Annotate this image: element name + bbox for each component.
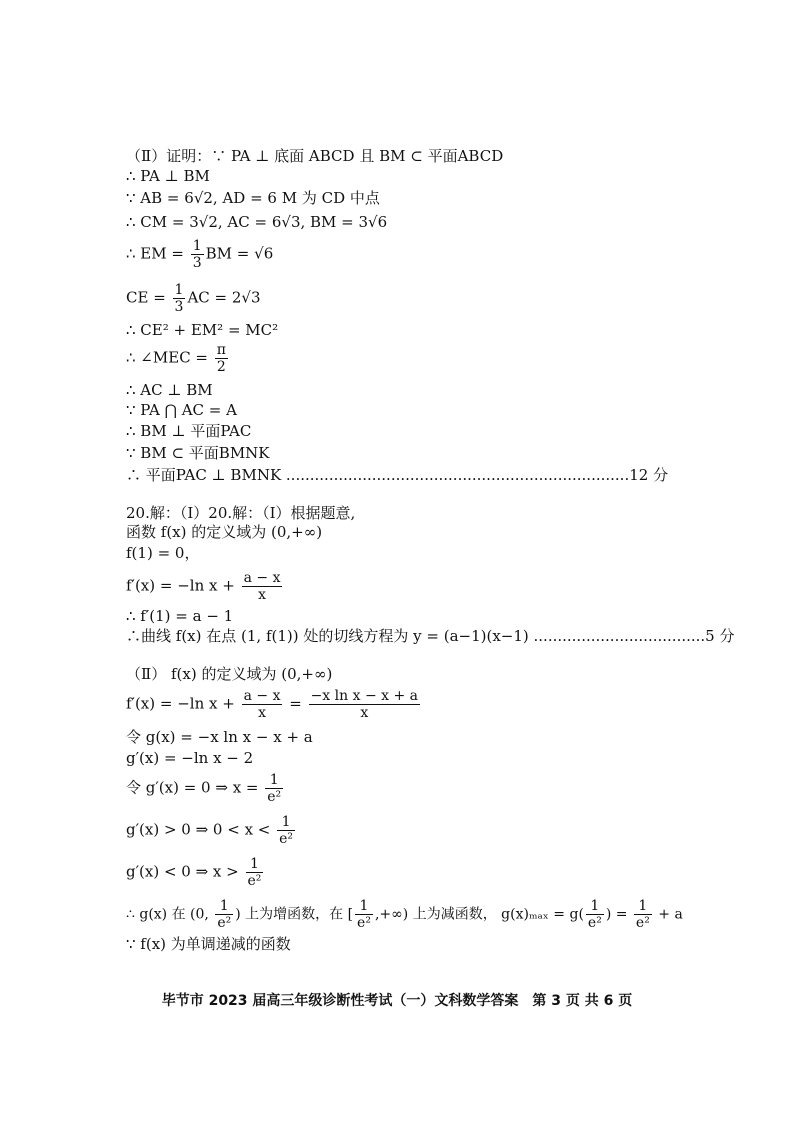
fraction — [173, 282, 186, 315]
fraction-numerator: 1 — [638, 898, 648, 914]
fraction-denominator: e² — [267, 789, 282, 805]
fraction-numerator: 1 — [359, 898, 369, 914]
fraction-numerator: 1 — [174, 282, 184, 298]
proof-line-8 — [126, 342, 230, 375]
fraction — [191, 238, 204, 271]
fraction-denominator: e² — [217, 915, 232, 931]
fraction — [355, 898, 373, 931]
fraction-numerator: 1 — [281, 814, 291, 830]
fraction-numerator: 1 — [192, 238, 202, 254]
proof-line-13: ∴ 平面PAC ⊥ BMNK ........................................................................12 分 — [126, 466, 669, 484]
fraction-denominator: x — [242, 586, 283, 603]
proof-line-3: ∵ AB = 6√2, AD = 6 M 为 CD 中点 — [126, 189, 380, 207]
fraction-numerator: a − x — [243, 570, 281, 586]
q20-ii-line-5 — [126, 772, 285, 805]
proof-line-5-suffix: BM = √6 — [205, 244, 274, 263]
q20-ii-line-3: 令 g(x) = −x ln x − x + a — [126, 728, 313, 746]
proof-line-6-prefix: CE = — [126, 288, 171, 307]
fraction-numerator: 1 — [219, 898, 229, 914]
fraction-numerator: 1 — [249, 856, 259, 872]
q20-ii-line-2 — [126, 688, 422, 721]
proof-line-12: ∵ BM ⊂ 平面BMNK — [126, 444, 270, 462]
fraction-numerator: 1 — [269, 772, 279, 788]
q20-line-5: ∴ f′(1) = a − 1 — [126, 607, 234, 625]
fraction — [215, 342, 228, 375]
q20-ii-line-1: （Ⅱ） f(x) 的定义域为 (0,+∞) — [126, 665, 333, 683]
fraction — [634, 898, 652, 931]
fraction-denominator: 3 — [174, 299, 184, 315]
fraction-denominator: x — [309, 704, 420, 721]
q20-ii-line-7-prefix: g′(x) < 0 ⇒ x > — [126, 862, 244, 881]
fraction-denominator: e² — [279, 831, 294, 847]
fraction — [309, 688, 420, 721]
fraction — [277, 814, 295, 847]
fraction-denominator: e² — [587, 915, 602, 931]
proof-line-1: （Ⅱ）证明：∵ PA ⊥ 底面 ABCD 且 BM ⊂ 平面ABCD — [126, 147, 504, 165]
proof-line-11: ∴ BM ⊥ 平面PAC — [126, 422, 252, 440]
proof-line-6-suffix: AC = 2√3 — [187, 288, 261, 307]
fraction-numerator: −x ln x − x + a — [310, 688, 418, 704]
seg-d: ) = — [605, 906, 632, 923]
q20-ii-line-8 — [126, 898, 683, 931]
proof-line-5 — [126, 238, 273, 271]
fraction — [242, 570, 283, 603]
fraction — [215, 898, 233, 931]
fraction — [242, 688, 283, 721]
proof-line-9: ∴ AC ⊥ BM — [126, 381, 213, 399]
fraction-denominator: 2 — [215, 358, 228, 375]
proof-line-7: ∴ CE² + EM² = MC² — [126, 321, 279, 339]
q20-ii-line-6-prefix: g′(x) > 0 ⇒ 0 < x < — [126, 820, 276, 839]
proof-line-5-prefix: ∴ EM = — [126, 244, 189, 263]
seg-e: + a — [653, 906, 683, 923]
q20-line-2: 函数 f(x) 的定义域为 (0,+∞) — [126, 523, 323, 541]
fraction-denominator: e² — [247, 873, 262, 889]
proof-line-6 — [126, 282, 261, 315]
fraction-numerator: a − x — [243, 688, 281, 704]
fraction — [246, 856, 264, 889]
proof-line-4: ∴ CM = 3√2, AC = 6√3, BM = 3√6 — [126, 213, 388, 231]
q20-ii-line-4: g′(x) = −ln x − 2 — [126, 749, 254, 767]
fraction — [265, 772, 283, 805]
q20-ii-line-7 — [126, 856, 265, 889]
q20-line-6: ∴曲线 f(x) 在点 (1, f(1)) 处的切线方程为 y = (a−1)(x−1) ....................................5 分 — [126, 627, 735, 645]
proof-line-10: ∵ PA ⋂ AC = A — [126, 401, 237, 419]
proof-line-2: ∴ PA ⊥ BM — [126, 167, 210, 185]
q20-line-4-prefix: f′(x) = −ln x + — [126, 576, 240, 595]
q20-ii-line-2-prefix: f′(x) = −ln x + — [126, 694, 240, 713]
q20-line-3: f(1) = 0， — [126, 544, 200, 562]
equals-sign: = — [284, 694, 307, 713]
fraction-numerator: 1 — [590, 898, 600, 914]
page-footer: 毕节市 2023 届高三年级诊断性考试（一）文科数学答案 第 3 页 共 6 页 — [161, 993, 633, 1009]
q20-line-4 — [126, 570, 284, 603]
seg-c: ,+∞) 上为减函数， g(x)ₘₐₓ = g( — [374, 906, 584, 923]
fraction — [586, 898, 604, 931]
proof-line-8-prefix: ∴ ∠MEC = — [126, 348, 213, 367]
fraction-numerator: π — [216, 342, 226, 358]
q20-line-1: 20.解：（Ⅰ）20.解：（Ⅰ）根据题意, — [126, 504, 356, 522]
q20-ii-line-6 — [126, 814, 297, 847]
q20-ii-line-5-prefix: 令 g′(x) = 0 ⇒ x = — [126, 778, 264, 797]
fraction-denominator: x — [242, 704, 283, 721]
fraction-denominator: e² — [357, 915, 371, 931]
q20-ii-line-9: ∵ f(x) 为单调递减的函数 — [126, 935, 291, 953]
fraction-denominator: 3 — [192, 255, 202, 271]
fraction-denominator: e² — [635, 915, 650, 931]
seg-b: ) 上为增函数，在 [ — [235, 906, 354, 923]
seg-a: ∴ g(x) 在 (0, — [126, 906, 214, 923]
